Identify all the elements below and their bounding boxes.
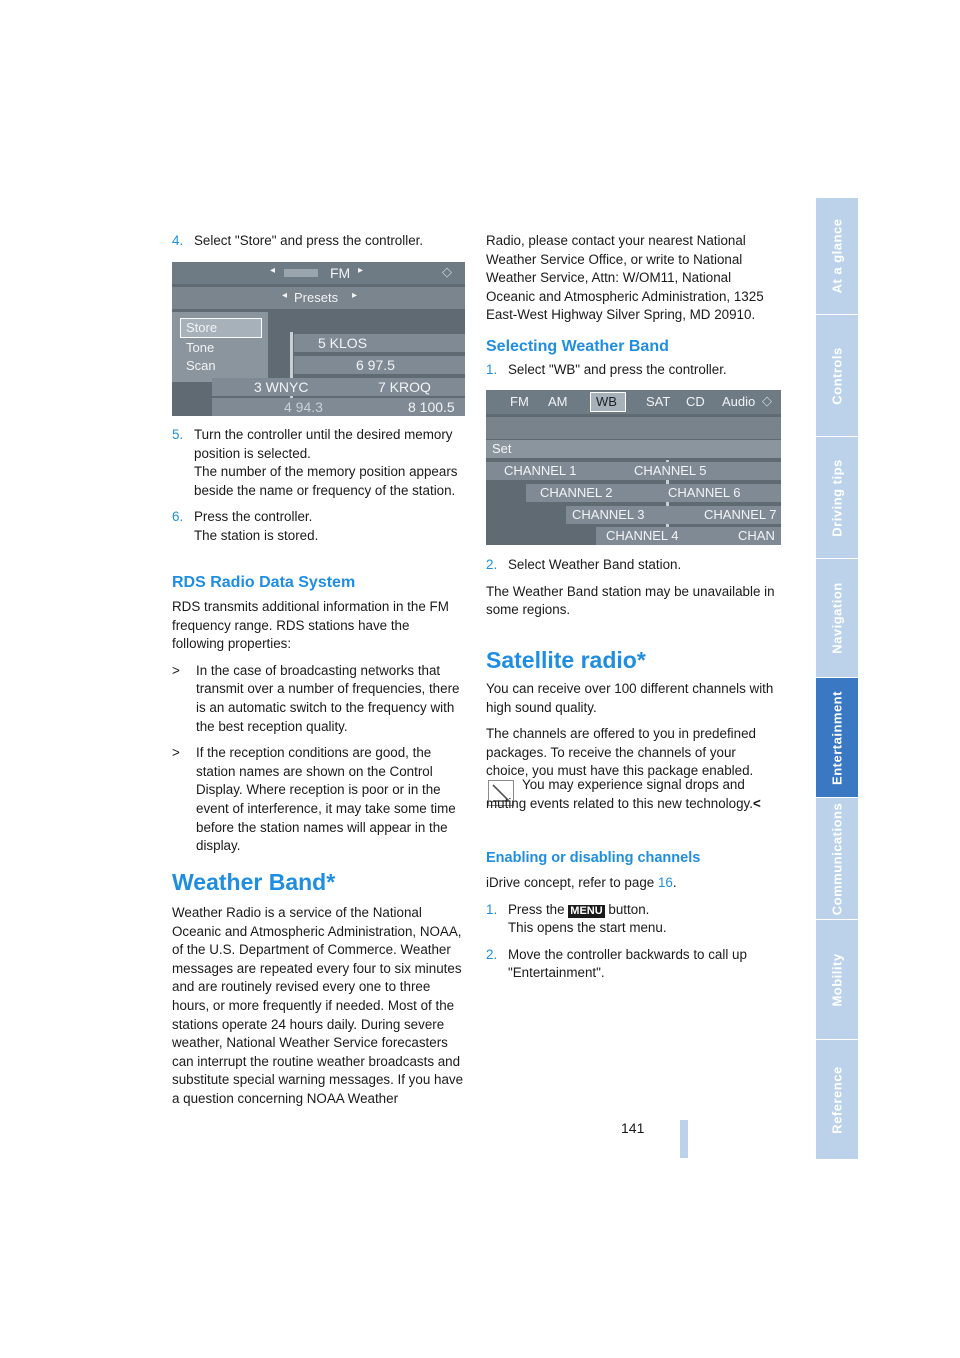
tab-mobility[interactable]: Mobility (816, 920, 858, 1040)
tab-sat-label: SAT (646, 394, 671, 409)
controller-icon: ◇ (442, 264, 452, 279)
fm-presets-screenshot: ◂ FM ▸ ◇ ◂ Presets ▸ Store Tone Scan 5 KLOS 6 97.5 3 WNYC 7 KROQ 4 94.3 8 100.5 (172, 262, 465, 416)
wb-step-2: 2. Select Weather Band station. (486, 557, 682, 572)
tab-fm-label: FM (510, 394, 529, 409)
tab-entertainment[interactable]: Entertainment (816, 678, 858, 798)
left-column-top (172, 232, 464, 259)
channel-5: CHANNEL 5 (634, 463, 707, 478)
channel-2: CHANNEL 2 (540, 485, 613, 500)
presets-label: Presets (294, 290, 339, 305)
tab-cd-label: CD (686, 394, 705, 409)
selecting-weather-band-heading: Selecting Weather Band (486, 338, 669, 355)
weather-text: Weather Radio is a service of the National Oceanic and Atmospheric Administration, NOAA, of the U.S. Department of Commerce. Weather messages are repeated every four to six minutes and are routinely revised every one to three hours, or more frequently if needed. Most of the stations operate 24 hours daily. During severe weather, National Weather Service forecasters can interrupt the routine weather broadcasts and substitute special warning messages. If you have a question concerning NOAA Weather (172, 905, 464, 1106)
step-6: 6. Press the controller. The station is stored. (172, 509, 319, 543)
left-column-body (172, 426, 464, 554)
set-label: Set (492, 441, 512, 456)
weather-continued: Radio, please contact your nearest National Weather Service Office, or write to National Weather Service, Attn: W/OM11, National Oceanic and Atmospheric Administration, 1325 East-West Highway Silver Spring, MD 20910. (486, 233, 764, 323)
enabling-channels-heading: Enabling or disabling channels (486, 850, 701, 866)
preset-7: 7 KROQ (378, 379, 431, 395)
page-marker (680, 1120, 688, 1158)
fm-label: FM (330, 265, 351, 281)
rds-section (172, 598, 464, 864)
sat-paragraph-1: You can receive over 100 different channels with high sound quality. (486, 681, 774, 715)
wb-step-1-wrap (486, 361, 776, 388)
channel-4: CHANNEL 4 (606, 528, 679, 543)
rds-intro: RDS transmits additional information in the FM frequency range. RDS stations have the following properties: (172, 599, 449, 652)
controller-icon: ◇ (762, 393, 772, 408)
tab-navigation[interactable]: Navigation (816, 559, 858, 678)
tab-driving-tips[interactable]: Driving tips (816, 437, 858, 559)
wb-availability-note: The Weather Band station may be unavailable in some regions. (486, 583, 775, 618)
wb-step-2-section (486, 556, 776, 628)
chevron-left-icon: ◂ (270, 265, 276, 276)
tab-at-a-glance[interactable]: At a glance (816, 198, 858, 315)
enable-step-1: 1. Press the MENU button. This opens the start menu. (486, 901, 667, 936)
channel-8-partial: CHAN (738, 528, 775, 543)
preset-3: 3 WNYC (254, 379, 309, 395)
tone-menu-item: Tone (186, 340, 215, 355)
tab-reference[interactable]: Reference (816, 1040, 858, 1160)
page-number: 141 (621, 1120, 645, 1136)
tab-am-label: AM (548, 394, 568, 409)
tab-controls[interactable]: Controls (816, 315, 858, 437)
sat-paragraph-2: The channels are offered to you in predefined packages. To receive the channels of your choice, you must have this package enabled. (486, 726, 756, 779)
sat-note: You may experience signal drops and muting events related to this new technology.< (486, 777, 761, 811)
weather-band-heading: Weather Band* (172, 869, 336, 895)
rds-heading: RDS Radio Data System (172, 574, 356, 591)
satellite-section (486, 680, 776, 789)
rds-bullet-2: > If the reception conditions are good, the station names are shown on the Control Display. Where reception is poor or in the event of interference, it may take some time before the station names will appear in the display. (172, 745, 456, 854)
satellite-radio-heading: Satellite radio* (486, 647, 646, 673)
step-5: 5. Turn the controller until the desired memory position is selected. The number of the memory position appears beside the name or frequency of the station. (172, 427, 458, 498)
idrive-reference: iDrive concept, refer to page 16. (486, 875, 677, 890)
tab-audio-label: Audio (722, 394, 756, 409)
channel-1: CHANNEL 1 (504, 463, 577, 478)
weather-band-screenshot (486, 390, 781, 545)
rds-bullet-1: > In the case of broadcasting networks that transmit over a number of frequencies, there is an automatic switch to the frequency with the best reception quality. (172, 662, 460, 734)
channel-6: CHANNEL 6 (668, 485, 741, 500)
chevron-right-icon: ▸ (358, 265, 364, 276)
scan-menu-item: Scan (186, 358, 216, 373)
menu-button-icon: MENU (570, 904, 603, 917)
channel-3: CHANNEL 3 (572, 507, 645, 522)
enabling-section (486, 874, 776, 991)
chevron-left-icon: ◂ (282, 290, 288, 301)
tab-communications[interactable]: Communications (816, 798, 858, 920)
chapter-tabs (816, 198, 858, 1160)
page-16-link[interactable]: 16 (657, 875, 673, 890)
preset-6: 6 97.5 (356, 357, 395, 373)
step-4: 4. Select "Store" and press the controller. (172, 233, 424, 248)
preset-5: 5 KLOS (318, 335, 368, 351)
tab-wb-label: WB (596, 394, 617, 409)
chevron-right-icon: ▸ (352, 290, 358, 301)
enable-step-2: 2. Move the controller backwards to call up "Entertainment". (486, 946, 747, 981)
channel-7: CHANNEL 7 (704, 507, 777, 522)
preset-8: 8 100.5 (408, 399, 455, 415)
wb-step-1: 1. Select "WB" and press the controller. (486, 362, 727, 377)
preset-4: 4 94.3 (284, 399, 323, 415)
